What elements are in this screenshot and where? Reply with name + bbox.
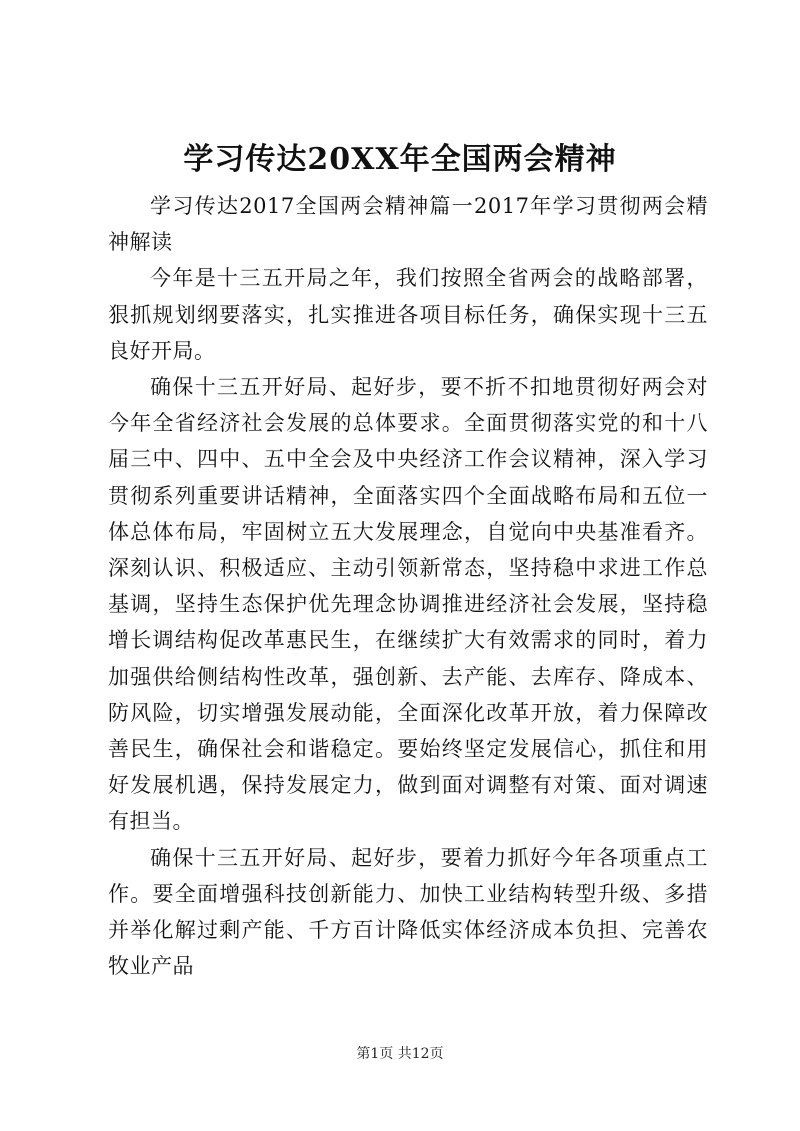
- paragraph-3: 确保十三五开好局、起好步，要不折不扣地贯彻好两会对今年全省经济社会发展的总体要求。全面贯彻落实党的和十八届三中、四中、五中全会及中央经济工作会议精神，深入学习贯彻系列重要讲话精神，全面落实四个全面战略布局和五位一体总体布局，牢固树立五大发展理念，自觉向中央基准看齐。深刻认识、积极适应、主动引领新常态，坚持稳中求进工作总基调，坚持生态保护优先理念协调推进经济社会发展，坚持稳增长调结构促改革惠民生，在继续扩大有效需求的同时，着力加强供给侧结构性改革，强创新、去产能、去库存、降成本、防风险，切实增强发展动能，全面深化改革开放，着力保障改善民生，确保社会和谐稳定。要始终坚定发展信心，抓住和用好发展机遇，保持发展定力，做到面对调整有对策、面对调速有担当。: [108, 375, 708, 834]
- document-title: 学习传达20XX年全国两会精神: [183, 142, 617, 177]
- document-body: [108, 188, 708, 984]
- paragraph-1: 学习传达2017全国两会精神篇一2017年学习贯彻两会精神解读: [108, 194, 708, 255]
- paragraph-2: 今年是十三五开局之年，我们按照全省两会的战略部署，狠抓规划纲要落实，扎实推进各项目标任务，确保实现十三五良好开局。: [108, 266, 708, 363]
- page-number-label: 第1页 共12页: [356, 1046, 444, 1062]
- paragraph-4: 确保十三五开好局、起好步，要着力抓好今年各项重点工作。要全面增强科技创新能力、加快工业结构转型升级、多措并举化解过剩产能、千方百计降低实体经济成本负担、完善农牧业产品: [108, 845, 708, 979]
- page-footer: [0, 1044, 800, 1064]
